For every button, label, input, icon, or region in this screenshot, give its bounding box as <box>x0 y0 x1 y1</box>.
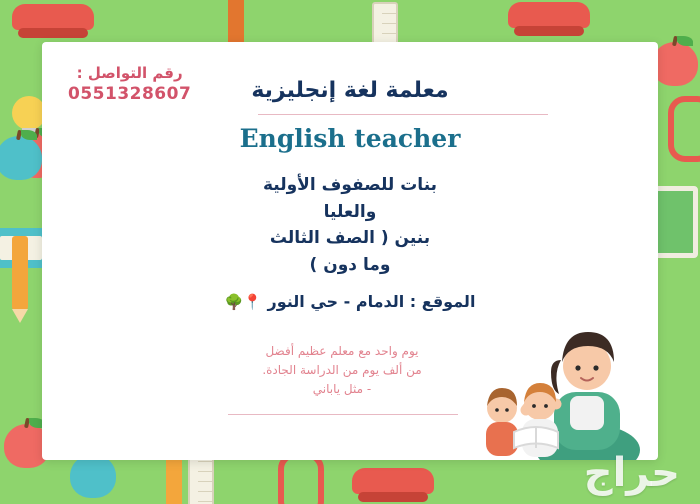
quote-block <box>192 342 492 400</box>
apple-icon <box>0 136 42 180</box>
detail-line: وما دون ) <box>309 254 391 275</box>
quote-line: يوم واحد مع معلم عظيم أفضل <box>265 344 419 358</box>
quote-attribution: - مثل ياباني <box>312 382 372 397</box>
location-pin-icon: 📍🌳 <box>224 293 262 311</box>
contact-label: رقم التواصل : <box>76 64 183 82</box>
poster-card <box>42 42 658 460</box>
quote-divider <box>228 414 458 415</box>
apple-icon <box>70 454 116 498</box>
location-text: الموقع : الدمام - حي النور <box>267 292 476 311</box>
page-title-arabic: معلمة لغة إنجليزية <box>251 78 449 103</box>
stapler-icon <box>508 2 590 28</box>
apple-icon <box>652 42 698 86</box>
page-title-english: English teacher <box>239 124 461 153</box>
stapler-icon <box>12 4 94 30</box>
title-divider <box>258 114 548 115</box>
lightbulb-icon <box>12 96 46 130</box>
details-block <box>42 172 658 279</box>
quote-line: من ألف يوم من الدراسة الجادة. <box>262 363 422 378</box>
teacher-illustration <box>458 300 658 460</box>
contact-number: 0551328607 <box>68 84 192 104</box>
detail-line: بنات للصفوف الأولية <box>262 175 438 195</box>
watermark: حراج <box>583 450 680 496</box>
stapler-icon <box>352 468 434 494</box>
pencil-icon <box>12 236 28 310</box>
detail-line: بنين ( الصف الثالث <box>269 228 431 248</box>
detail-line: والعليا <box>323 201 377 222</box>
paperclip-icon <box>668 96 700 162</box>
